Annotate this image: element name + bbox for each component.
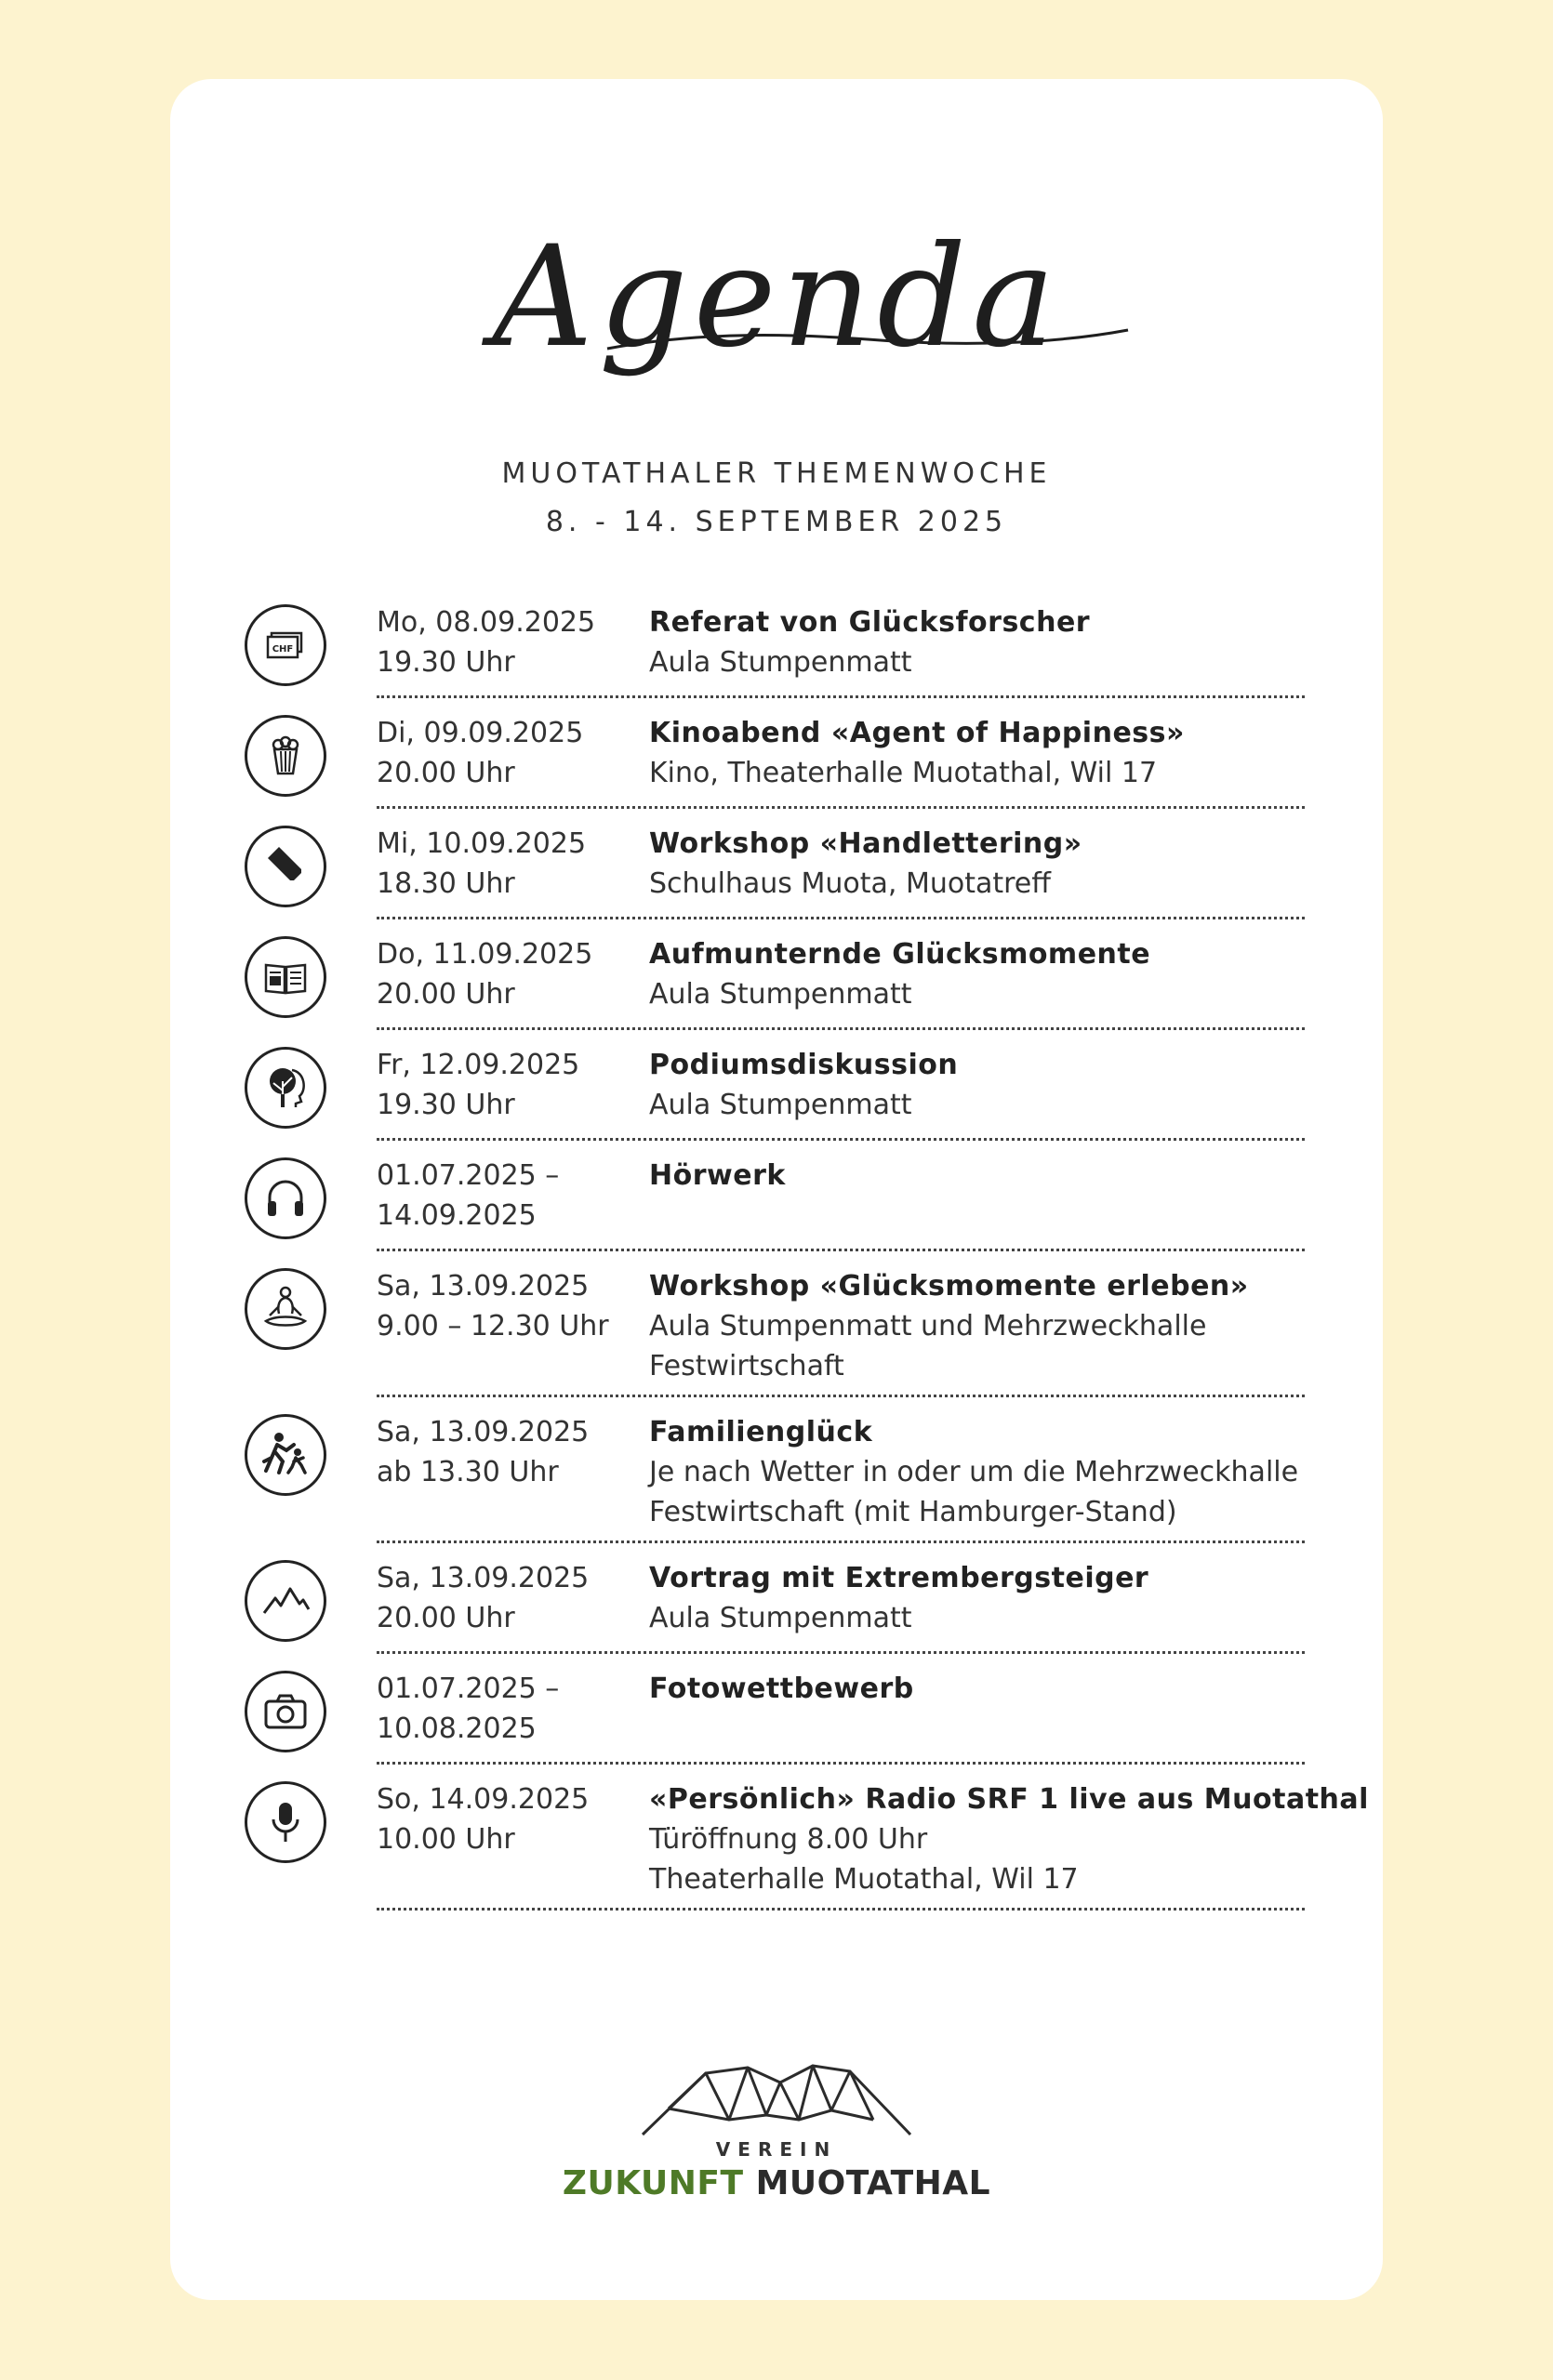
event-location: Theaterhalle Muotathal, Wil 17 <box>649 1863 1079 1896</box>
event-title: «Persönlich» Radio SRF 1 live aus Muotathal <box>649 1783 1369 1816</box>
event-location: Kino, Theaterhalle Muotathal, Wil 17 <box>649 757 1158 789</box>
event-divider <box>377 1651 1305 1654</box>
event-date-line: Sa, 13.09.2025 <box>377 1562 590 1594</box>
event-time-line: 18.30 Uhr <box>377 867 515 900</box>
svg-text:CHF: CHF <box>272 644 294 654</box>
pencil-icon <box>245 826 326 907</box>
event-title: Workshop «Handlettering» <box>649 827 1082 860</box>
event-date <box>377 602 637 682</box>
mountain-logo-icon <box>641 2064 912 2136</box>
event-divider <box>377 695 1305 698</box>
popcorn-icon <box>245 715 326 797</box>
logo-name-part2: MUOTATHAL <box>755 2164 991 2202</box>
event-info <box>649 1045 1319 1125</box>
chf-money-icon <box>245 604 326 686</box>
organization-logo <box>170 2064 1383 2231</box>
event-location: Aula Stumpenmatt <box>649 978 912 1011</box>
event-time-line: 20.00 Uhr <box>377 757 515 789</box>
running-family-icon <box>245 1414 326 1496</box>
event-date-line: 01.07.2025 – <box>377 1159 560 1192</box>
page-title: Agenda <box>492 217 1061 378</box>
event-date-line: So, 14.09.2025 <box>377 1783 590 1816</box>
event-divider <box>377 1249 1305 1251</box>
event-location: Schulhaus Muota, Muotatreff <box>649 867 1051 900</box>
event-divider <box>377 1138 1305 1141</box>
event-info <box>649 934 1319 1014</box>
tree-head-icon <box>245 1047 326 1129</box>
logo-name-part1: ZUKUNFT <box>562 2164 744 2202</box>
event-location: Aula Stumpenmatt <box>649 1602 912 1634</box>
event-title: Aufmunternde Glücksmomente <box>649 938 1151 971</box>
event-info <box>649 602 1319 682</box>
event-date-line: Di, 09.09.2025 <box>377 717 584 749</box>
event-date-line: Do, 11.09.2025 <box>377 938 593 971</box>
event-location: Festwirtschaft <box>649 1350 844 1382</box>
event-date <box>377 1412 637 1492</box>
event-date <box>377 824 637 904</box>
event-info <box>649 713 1319 793</box>
event-date-line: Fr, 12.09.2025 <box>377 1049 580 1081</box>
event-title: Hörwerk <box>649 1159 786 1192</box>
event-date-line: Sa, 13.09.2025 <box>377 1270 590 1302</box>
event-title: Familienglück <box>649 1416 873 1448</box>
event-date-line: Mo, 08.09.2025 <box>377 606 596 639</box>
event-info <box>649 1156 1319 1196</box>
event-location: Türöffnung 8.00 Uhr <box>649 1823 928 1856</box>
event-date-line: Mi, 10.09.2025 <box>377 827 587 860</box>
event-time-line: ab 13.30 Uhr <box>377 1456 559 1488</box>
event-location: Aula Stumpenmatt <box>649 1089 912 1121</box>
event-location: Aula Stumpenmatt <box>649 646 912 679</box>
camera-icon <box>245 1671 326 1752</box>
event-date <box>377 1045 637 1125</box>
event-location: Festwirtschaft (mit Hamburger-Stand) <box>649 1496 1177 1528</box>
event-info <box>649 1779 1369 1899</box>
event-title: Podiumsdiskussion <box>649 1049 959 1081</box>
event-date <box>377 1558 637 1638</box>
event-time-line: 10.08.2025 <box>377 1712 537 1745</box>
event-time-line: 10.00 Uhr <box>377 1823 515 1856</box>
event-date-line: 01.07.2025 – <box>377 1673 560 1705</box>
event-divider <box>377 1762 1305 1765</box>
event-title: Kinoabend «Agent of Happiness» <box>649 717 1185 749</box>
logo-name <box>170 2164 1383 2202</box>
event-divider <box>377 1540 1305 1543</box>
event-info <box>649 1558 1319 1638</box>
event-title: Workshop «Glücksmomente erleben» <box>649 1270 1249 1302</box>
event-date <box>377 1779 637 1859</box>
event-date-line: Sa, 13.09.2025 <box>377 1416 590 1448</box>
event-date <box>377 934 637 1014</box>
event-date <box>377 1266 637 1346</box>
event-title: Fotowettbewerb <box>649 1673 914 1705</box>
event-date <box>377 1669 637 1749</box>
event-divider <box>377 1395 1305 1397</box>
event-time-line: 20.00 Uhr <box>377 978 515 1011</box>
event-info <box>649 1412 1319 1532</box>
event-divider <box>377 806 1305 809</box>
event-location: Aula Stumpenmatt und Mehrzweckhalle <box>649 1310 1207 1342</box>
event-date <box>377 713 637 793</box>
event-time-line: 20.00 Uhr <box>377 1602 515 1634</box>
headphones-icon <box>245 1157 326 1239</box>
event-info <box>649 1669 1319 1709</box>
event-location: Je nach Wetter in oder um die Mehrzweckhalle <box>649 1456 1299 1488</box>
event-divider <box>377 1908 1305 1911</box>
event-divider <box>377 917 1305 919</box>
event-time-line: 19.30 Uhr <box>377 1089 515 1121</box>
meditation-icon <box>245 1268 326 1350</box>
agenda-card <box>170 79 1383 2300</box>
event-date <box>377 1156 637 1236</box>
event-info <box>649 824 1319 904</box>
event-title: Referat von Glücksforscher <box>649 606 1091 639</box>
open-book-icon <box>245 936 326 1018</box>
microphone-icon <box>245 1781 326 1863</box>
mountain-icon <box>245 1560 326 1642</box>
event-time-line: 9.00 – 12.30 Uhr <box>377 1310 609 1342</box>
event-time-line: 19.30 Uhr <box>377 646 515 679</box>
event-series-dates: 8. - 14. SEPTEMBER 2025 <box>545 506 1008 538</box>
event-info <box>649 1266 1319 1386</box>
event-divider <box>377 1027 1305 1030</box>
logo-verein-text: VEREIN <box>715 2138 838 2161</box>
event-series-subtitle: MUOTATHALER THEMENWOCHE <box>501 457 1052 490</box>
event-title: Vortrag mit Extrembergsteiger <box>649 1562 1149 1594</box>
event-time-line: 14.09.2025 <box>377 1199 537 1232</box>
